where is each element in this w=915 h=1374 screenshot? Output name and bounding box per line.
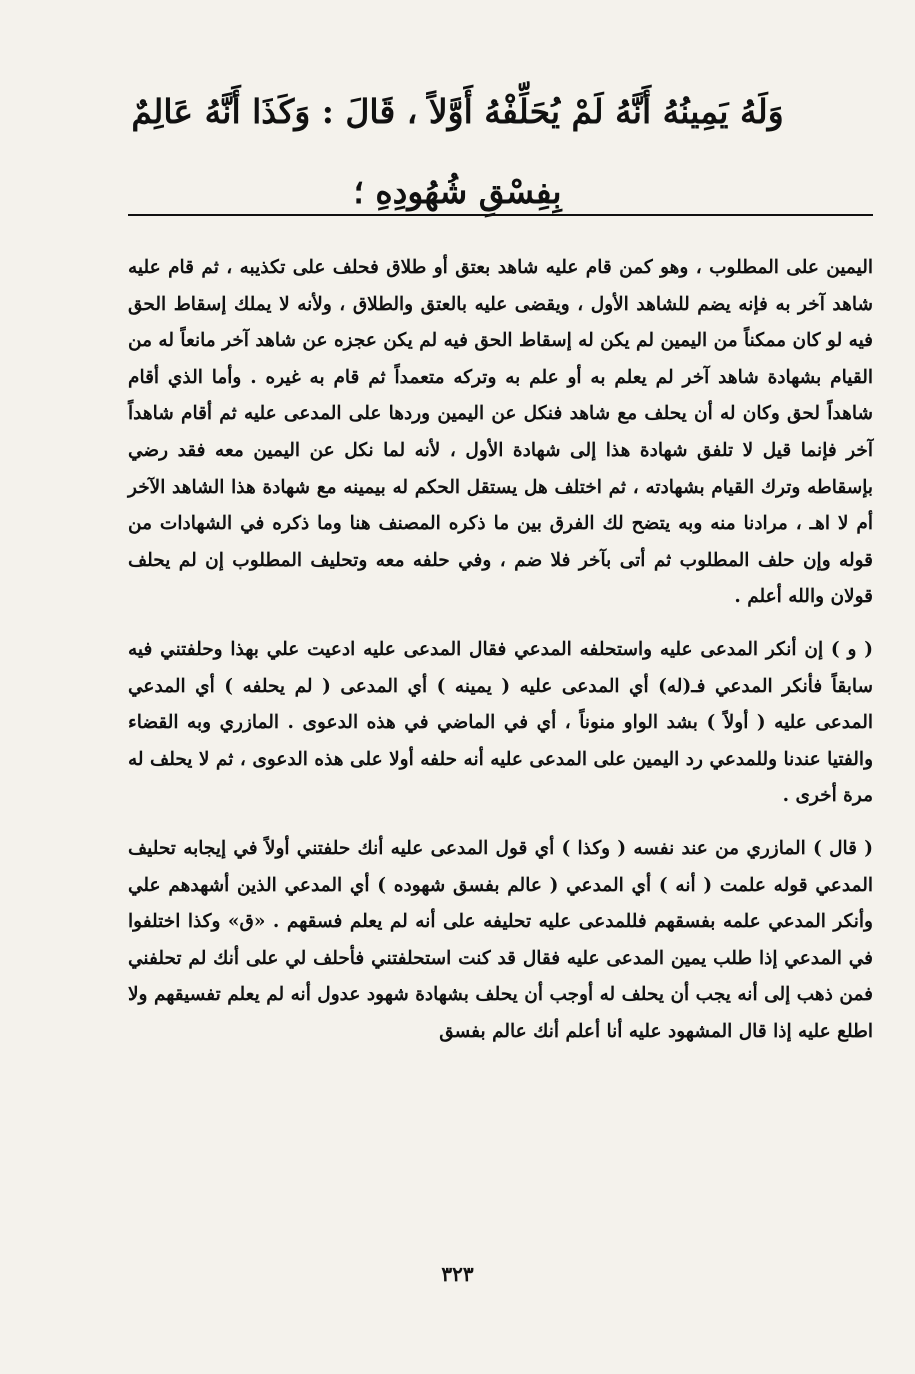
matn-line-1: وَلَهُ يَمِينُهُ أَنَّهُ لَمْ يُحَلِّفْهُ أَوَّلاً ، قَالَ : وَكَذَا أَنَّهُ عَالِمٌ — [131, 92, 784, 131]
page-number: ٣٢٣ — [441, 1262, 474, 1286]
separator-rule — [128, 214, 873, 216]
matn-text — [130, 72, 785, 232]
commentary-paragraph-3: ( قال ) المازري من عند نفسه ( وكذا ) أي قول المدعى عليه أنك حلفتني أولاً في إيجابه تحليف المدعي قوله علمت ( أنه ) أي المدعي ( عالم بفسق شهوده ) أي المدعي الذين أشهدهم علي وأنكر المدعي علمه بفسقهم فللمدعى عليه تحليفه على أنه لم يعلم فسقهم . «ق» وكذا اختلفوا في المدعي إذا طلب يمين المدعى عليه فقال قد كنت استحلفتني فأحلف لي على أنك لم تحلفني فمن ذهب إلى أنه يجب أن يحلف له أوجب أن يحلف بشهادة شهود عدول أنه لم يعلم تفسيقهم ولا اطلع عليه إذا قال المشهود عليه أنا أعلم أنك عالم بفسق — [128, 837, 873, 1042]
matn-line-2: بِفِسْقِ شُهُودِهِ ؛ — [353, 172, 562, 211]
commentary-paragraph-1: اليمين على المطلوب ، وهو كمن قام عليه شاهد بعتق أو طلاق فحلف على تكذيبه ، ثم قام عليه شاهد آخر به فإنه يضم للشاهد الأول ، ويقضى عليه بالعتق والطلاق ، ولأنه لا يملك إسقاط الحق فيه لو كان ممكناً من اليمين لم يكن له إسقاط الحق فيه لم يكن عجزه عن شاهد آخر مانعاً له من القيام بشهادة شاهد آخر لم يعلم به أو علم به وتركه متعمداً ثم قام به غيره . وأما الذي أقام شاهداً لحق وكان له أن يحلف مع شاهد فنكل عن اليمين وردها على المدعى عليه ثم أقام شاهداً آخر فإنما قيل لا تلفق شهادة هذا إلى شهادة الأول ، لأنه لما نكل عن اليمين معه فقد رضي بإسقاطه وترك القيام بشهادته ، ثم اختلف هل يستقل الحكم له بيمينه مع شهادة هذا الشاهد الآخر أم لا اهـ ، مرادنا منه وبه يتضح لك الفرق بين ما ذكره المصنف هنا وما ذكره في الشهادات من قوله وإن حلف المطلوب ثم أتى بآخر فلا ضم ، وفي حلفه معه وتحليف المطلوب إن لم يحلف قولان والله أعلم . — [128, 257, 873, 608]
commentary-text — [128, 250, 873, 1066]
commentary-paragraph-2: ( و ) إن أنكر المدعى عليه واستحلفه المدعي فقال المدعى عليه ادعيت علي بهذا وحلفتني فيه سابقاً فأنكر المدعي فـ(له) أي المدعى عليه ( يمينه ) أي المدعى ( لم يحلفه ) أي المدعي المدعى عليه ( أولاً ) بشد الواو منوناً ، أي في الماضي في هذه الدعوى . المازري وبه القضاء والفتيا عندنا وللمدعي رد اليمين على المدعى عليه أنه حلفه أولا على هذه الدعوى ، ثم لا يحلف له مرة أخرى . — [128, 638, 873, 807]
